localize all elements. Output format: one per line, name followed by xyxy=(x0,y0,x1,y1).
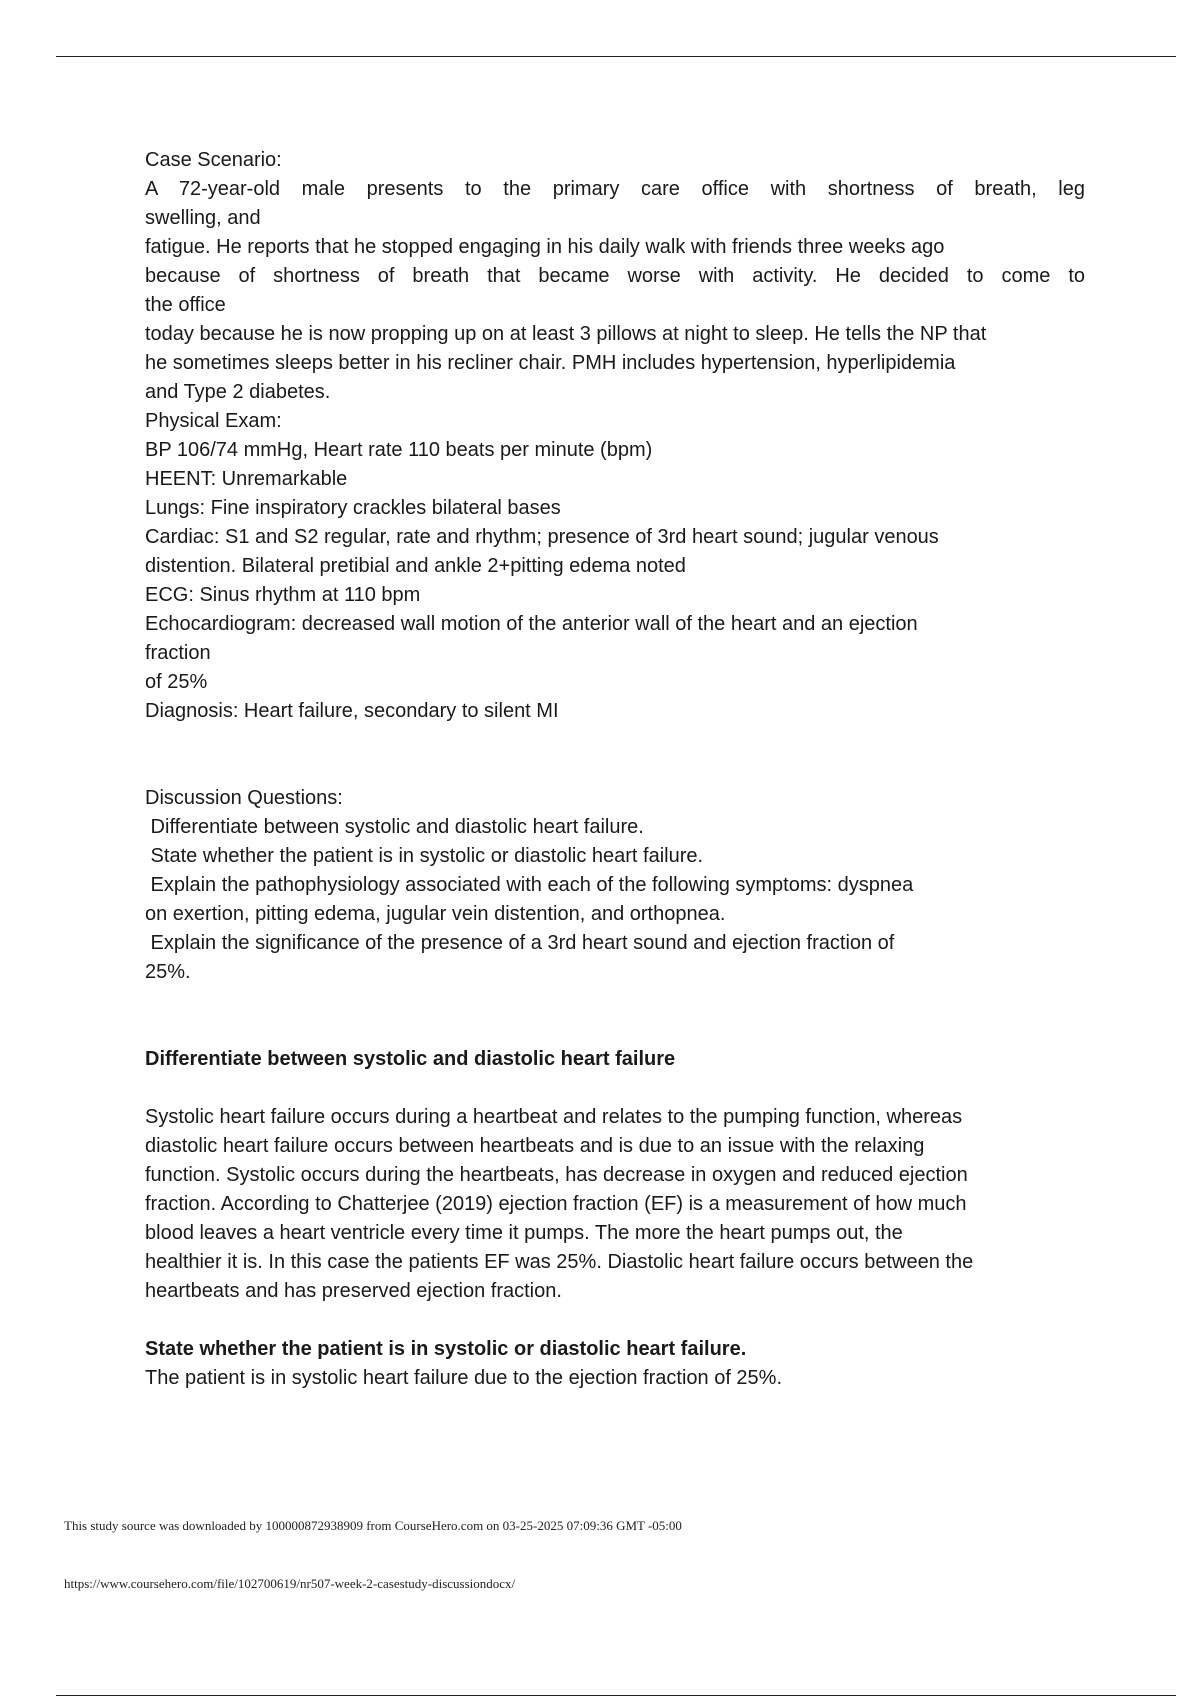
discussion-question: State whether the patient is in systolic or diastolic heart failure. xyxy=(145,845,704,867)
spacer xyxy=(145,1306,1085,1335)
discussion-question: Explain the pathophysiology associated with each of the following symptoms: dyspnea xyxy=(145,874,914,896)
case-scenario-line: and Type 2 diabetes. xyxy=(145,381,331,403)
physical-exam-line: of 25% xyxy=(145,671,208,693)
answer-line: Systolic heart failure occurs during a heartbeat and relates to the pumping function, whereas xyxy=(145,1106,963,1128)
source-url: https://www.coursehero.com/file/102700619/nr507-week-2-casestudy-discussiondocx/ xyxy=(64,1576,516,1591)
physical-exam-line: Echocardiogram: decreased wall motion of the anterior wall of the heart and an ejection xyxy=(145,613,918,635)
download-notice: This study source was downloaded by 100000872938909 from CourseHero.com on 03-25-2025 07:09:36 GMT -05:00 xyxy=(64,1518,682,1533)
case-scenario-line: the office xyxy=(145,294,226,316)
case-scenario-line: fatigue. He reports that he stopped engaging in his daily walk with friends three weeks ago xyxy=(145,236,945,258)
physical-exam-title: Physical Exam: xyxy=(145,410,282,432)
diagnosis-line: Diagnosis: Heart failure, secondary to silent MI xyxy=(145,700,559,722)
physical-exam-line: BP 106/74 mmHg, Heart rate 110 beats per minute (bpm) xyxy=(145,439,653,461)
physical-exam-line: HEENT: Unremarkable xyxy=(145,468,348,490)
case-scenario-line: swelling, and xyxy=(145,207,261,229)
spacer xyxy=(145,987,1085,1045)
answer-line: fraction. According to Chatterjee (2019) ejection fraction (EF) is a measurement of how much xyxy=(145,1193,967,1215)
answer-line: blood leaves a heart ventricle every time it pumps. The more the heart pumps out, the xyxy=(145,1222,903,1244)
bottom-rule xyxy=(56,1695,1176,1696)
physical-exam-line: distention. Bilateral pretibial and ankle 2+pitting edema noted xyxy=(145,555,686,577)
answer-line: The patient is in systolic heart failure due to the ejection fraction of 25%. xyxy=(145,1367,783,1389)
answer-line: heartbeats and has preserved ejection fraction. xyxy=(145,1280,562,1302)
case-scenario-line: today because he is now propping up on at least 3 pillows at night to sleep. He tells the NP that xyxy=(145,323,987,345)
case-scenario-line: he sometimes sleeps better in his recliner chair. PMH includes hypertension, hyperlipidemia xyxy=(145,352,956,374)
spacer xyxy=(145,1074,1085,1103)
physical-exam-line: Lungs: Fine inspiratory crackles bilateral bases xyxy=(145,497,561,519)
physical-exam-line: fraction xyxy=(145,642,211,664)
section-heading-differentiate: Differentiate between systolic and diastolic heart failure xyxy=(145,1048,676,1070)
answer-line: healthier it is. In this case the patients EF was 25%. Diastolic heart failure occurs between the xyxy=(145,1251,974,1273)
spacer xyxy=(145,726,1085,784)
discussion-question: Explain the significance of the presence of a 3rd heart sound and ejection fraction of xyxy=(145,932,895,954)
physical-exam-line: Cardiac: S1 and S2 regular, rate and rhythm; presence of 3rd heart sound; jugular venous xyxy=(145,526,939,548)
answer-line: diastolic heart failure occurs between heartbeats and is due to an issue with the relaxing xyxy=(145,1135,925,1157)
case-scenario-line: because of shortness of breath that became worse with activity. He decided to come to xyxy=(145,265,1085,287)
case-scenario-title: Case Scenario: xyxy=(145,149,282,171)
case-scenario-line: A 72-year-old male presents to the primary care office with shortness of breath, leg xyxy=(145,178,1085,200)
discussion-title: Discussion Questions: xyxy=(145,787,343,809)
discussion-question: on exertion, pitting edema, jugular vein distention, and orthopnea. xyxy=(145,903,726,925)
discussion-question: 25%. xyxy=(145,961,191,983)
physical-exam-line: ECG: Sinus rhythm at 110 bpm xyxy=(145,584,421,606)
top-rule xyxy=(56,56,1176,57)
answer-line: function. Systolic occurs during the heartbeats, has decrease in oxygen and reduced ejection xyxy=(145,1164,968,1186)
discussion-question: Differentiate between systolic and diastolic heart failure. xyxy=(145,816,644,838)
section-heading-state: State whether the patient is in systolic or diastolic heart failure. xyxy=(145,1338,747,1360)
document-body xyxy=(145,146,1085,1393)
